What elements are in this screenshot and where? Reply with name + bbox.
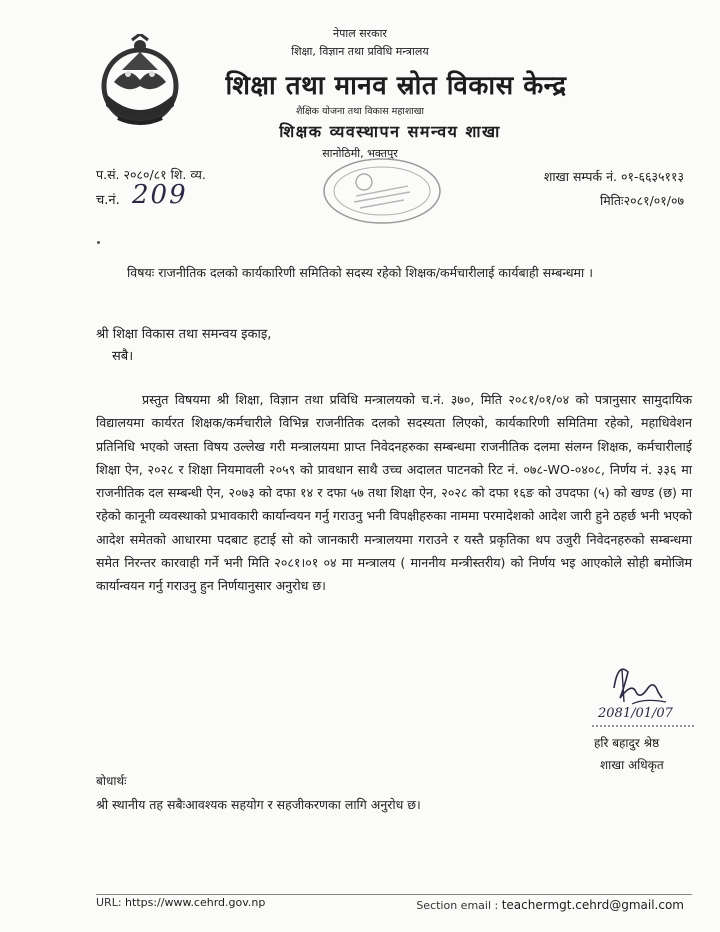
ministry-name: शिक्षा, विज्ञान तथा प्रविधि मन्त्रालय: [291, 45, 429, 58]
email-link[interactable]: teachermgt.cehrd@gmail.com: [501, 898, 684, 912]
punch-mark: [97, 241, 100, 244]
dispatch-number-label: च.नं.: [96, 193, 120, 208]
letter-subject: विषयः राजनीतिक दलको कार्यकारिणी समितिको सदस्य रहेको शिक्षक/कर्मचारीलाई कार्यबाही सम्बन्धमा ।: [127, 265, 593, 280]
officer-name: हरि बहादुर श्रेष्ठ: [594, 736, 660, 750]
dispatch-number-value: 209: [132, 180, 188, 210]
letter-body: [96, 388, 692, 598]
section-contact-number: शाखा सम्पर्क नं. ०१-६६३५११३: [543, 169, 684, 184]
footer-email: [416, 898, 684, 912]
signature-date: 2081/01/07: [598, 706, 673, 721]
footer-divider: [96, 894, 692, 895]
email-label: Section email :: [416, 899, 499, 912]
division-name: शैक्षिक योजना तथा विकास महाशाखा: [295, 106, 425, 117]
office-location: सानोठिमी, भक्तपुर: [322, 147, 398, 160]
body-paragraph: प्रस्तुत विषयमा श्री शिक्षा, विज्ञान तथा प्रविधि मन्त्रालयको च.नं. ३७०, मिति २०८१/०१/०४ को पत्रानुसार सामुदायिक विद्यालयमा कार्यरत शिक्षक/कर्मचारीले विभिन्न राजनीतिक दलको सदस्यता लिएको, कार्यकारिणी समितिमा रहेको, महाधिवेशन प्रतिनिधि भएको जस्ता विषय उल्लेख गरी मन्त्रालयमा प्राप्त निवेदनहरुका सम्बन्धमा राजनीतिक दलमा संलग्न शिक्षक, कर्मचारीलाई शिक्षा ऐन, २०२८ र शिक्षा नियमावली २०५९ को प्रावधान साथै उच्च अदालत पाटनको रिट नं. ०७८-WO-०४०८, निर्णय नं. ३३६ मा राजनीतिक दल सम्बन्धी ऐन, २०७३ को दफा १४ र दफा ५७ तथा शिक्षा ऐन, २०२८ को दफा १६ङ को उपदफा (५) को खण्ड (छ) मा रहेको कानूनी व्यवस्थाको प्रभावकारी कार्यान्वयन गर्नु गराउनु भनी विपक्षीहरुका नाममा परमादेशको आदेश जारी हुने ठहर्छ भनी भएको आदेश समेतको आधारमा पदबाट हटाई सो को जानकारी मन्त्रालयमा गराउने र यस्तै प्रकृतिका थप उजुरी निवेदनहरुको सम्बन्धमा समेत निरन्तर कारवाही गर्ने भनी मिति २०८१।०१ ०४ मा मन्त्रालय ( माननीय मन्त्रीस्तरीय) को निर्णय भइ आएकोले सोही बमोजिम कार्यान्वयन गर्नु गराउनु हुन निर्णयानुसार अनुरोध छ।: [96, 392, 692, 594]
url-link[interactable]: https://www.cehrd.gov.np: [125, 896, 266, 909]
letter-date: मितिः२०८१/०१/०७: [599, 193, 684, 208]
office-stamp-icon: [320, 156, 444, 226]
addressee-line: श्री शिक्षा विकास तथा समन्वय इकाइ,: [96, 327, 272, 342]
footer-url: [96, 896, 265, 909]
cc-recipient-line: श्री स्थानीय तह सबैःआवश्यक सहयोग र सहजीकरणका लागि अनुरोध छ।: [96, 797, 421, 812]
government-name: नेपाल सरकार: [333, 27, 387, 40]
handwritten-signature-icon: [574, 658, 694, 742]
centre-name: शिक्षा तथा मानव स्रोत विकास केन्द्र: [225, 71, 567, 101]
section-name: शिक्षक व्यवस्थापन समन्वय शाखा: [279, 122, 501, 141]
officer-title: शाखा अधिकृत: [600, 758, 664, 772]
cc-label: बोधार्थः: [96, 774, 127, 788]
reference-number: प.सं. २०८०/८१ शि. व्य.: [96, 167, 206, 182]
url-label: URL:: [96, 896, 122, 909]
addressee-all: सबै।: [112, 349, 134, 364]
